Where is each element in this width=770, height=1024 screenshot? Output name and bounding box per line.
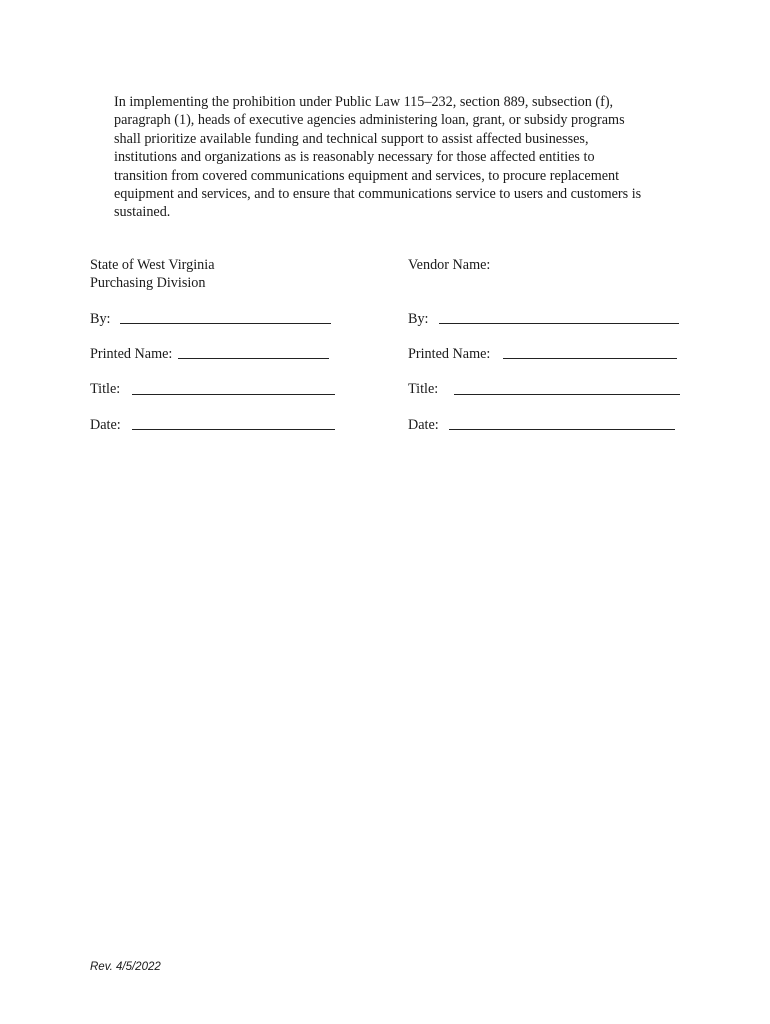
paragraph-line: transition from covered communications equipment and services, to procure replacement bbox=[114, 167, 620, 184]
vendor-by-label: By: bbox=[408, 311, 429, 327]
vendor-date-label: Date: bbox=[408, 417, 439, 433]
vendor-title-line[interactable] bbox=[454, 394, 680, 395]
paragraph-line: shall prioritize available funding and technical support to assist affected businesses, bbox=[114, 130, 589, 147]
state-title-label: Title: bbox=[90, 381, 121, 397]
prohibition-paragraph bbox=[114, 93, 684, 222]
state-printed-name-label: Printed Name: bbox=[90, 346, 173, 362]
state-name: State of West Virginia bbox=[90, 257, 215, 273]
state-date-label: Date: bbox=[90, 417, 121, 433]
division-name: Purchasing Division bbox=[90, 275, 206, 291]
vendor-title-label: Title: bbox=[408, 381, 439, 397]
paragraph-line: In implementing the prohibition under Public Law 115–232, section 889, subsection (f), bbox=[114, 94, 614, 110]
vendor-printed-name-line[interactable] bbox=[503, 358, 677, 359]
state-printed-name-line[interactable] bbox=[178, 358, 329, 359]
vendor-name-label: Vendor Name: bbox=[408, 257, 491, 273]
paragraph-line: institutions and organizations as is reasonably necessary for those affected entities to bbox=[114, 149, 595, 166]
paragraph-line: paragraph (1), heads of executive agencies administering loan, grant, or subsidy programs bbox=[114, 112, 625, 129]
paragraph-line: equipment and services, and to ensure that communications service to users and customers is bbox=[114, 186, 642, 203]
state-title-line[interactable] bbox=[132, 394, 335, 395]
state-date-line[interactable] bbox=[132, 429, 335, 430]
vendor-date-line[interactable] bbox=[449, 429, 675, 430]
paragraph-line: sustained. bbox=[114, 204, 171, 221]
vendor-by-signature-line[interactable] bbox=[439, 323, 679, 324]
state-by-label: By: bbox=[90, 311, 111, 327]
revision-footer: Rev. 4/5/2022 bbox=[90, 961, 161, 973]
state-by-signature-line[interactable] bbox=[120, 323, 331, 324]
vendor-printed-name-label: Printed Name: bbox=[408, 346, 491, 362]
